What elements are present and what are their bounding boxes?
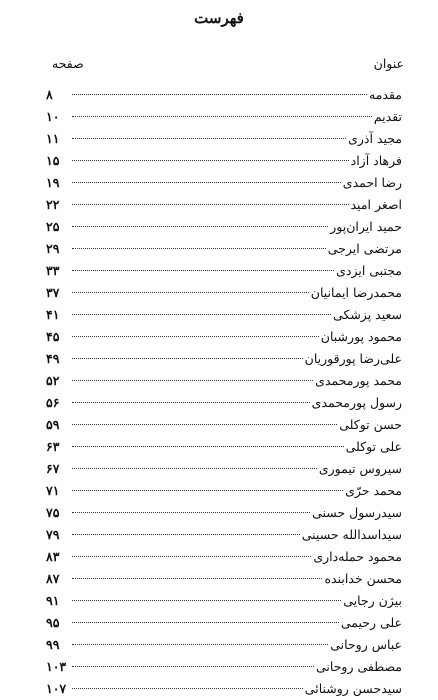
entry-page-number: ۴۹	[46, 351, 60, 366]
toc-entry	[46, 524, 402, 546]
toc-entry	[46, 106, 402, 128]
entry-title: سیدرسول حسنی	[312, 505, 402, 520]
entry-title: رضا احمدی	[342, 175, 402, 190]
entry-page-number: ۲۹	[46, 241, 60, 256]
toc-entry	[46, 194, 402, 216]
entry-page-number: ۲۲	[46, 197, 60, 212]
entry-page-number: ۷۹	[46, 527, 60, 542]
dot-leader	[72, 424, 337, 425]
entry-title: عباس روحانی	[330, 637, 402, 652]
entry-title: محمود حمله‌داری	[313, 549, 402, 564]
entry-title: محمد پورمحمدی	[315, 373, 402, 388]
entry-page-number: ۱۹	[46, 175, 60, 190]
entry-page-number: ۸	[46, 87, 53, 102]
toc-entry	[46, 370, 402, 392]
entry-page-number: ۶۷	[46, 461, 60, 476]
entry-page-number: ۴۵	[46, 329, 60, 344]
entry-title: حسن توکلی	[339, 417, 402, 432]
toc-entry	[46, 260, 402, 282]
toc-entry	[46, 84, 402, 106]
entry-title: فرهاد آزاد	[350, 153, 402, 168]
dot-leader	[72, 270, 334, 271]
entry-title: تقدیم	[373, 109, 402, 124]
entry-page-number: ۹۵	[46, 615, 60, 630]
entry-title: مصطفی روحانی	[315, 659, 402, 674]
toc-entry	[46, 634, 402, 656]
dot-leader	[72, 688, 303, 689]
toc-entry	[46, 392, 402, 414]
title-column-header: عنوان	[373, 56, 404, 71]
entry-title: مقدمه	[369, 87, 402, 102]
toc-entry	[46, 502, 402, 524]
entry-page-number: ۳۳	[46, 263, 60, 278]
entry-page-number: ۵۲	[46, 373, 60, 388]
entry-title: مجتبی ایزدی	[336, 263, 402, 278]
toc-entry	[46, 282, 402, 304]
dot-leader	[72, 600, 341, 601]
entry-title: علی توکلی	[345, 439, 402, 454]
dot-leader	[72, 226, 328, 227]
entry-title: رسول پورمحمدی	[311, 395, 402, 410]
entry-title: بیژن رجایی	[343, 593, 402, 608]
entry-page-number: ۶۳	[46, 439, 60, 454]
entry-page-number: ۱۰۳	[46, 659, 67, 674]
dot-leader	[72, 336, 319, 337]
dot-leader	[72, 578, 322, 579]
toc-entry	[46, 128, 402, 150]
entry-title: مجید آذری	[348, 131, 402, 146]
dot-leader	[72, 248, 326, 249]
entry-title: محسن خدابنده	[324, 571, 402, 586]
entry-title: محمود پورشبان	[320, 329, 402, 344]
toc-entry	[46, 326, 402, 348]
dot-leader	[72, 94, 367, 95]
entry-page-number: ۸۳	[46, 549, 60, 564]
page-column-header: صفحه	[52, 56, 84, 71]
entry-title: علی رحیمی	[340, 615, 402, 630]
toc-entry	[46, 568, 402, 590]
dot-leader	[72, 160, 349, 161]
entry-page-number: ۴۱	[46, 307, 60, 322]
toc-entry	[46, 590, 402, 612]
toc-list	[46, 84, 402, 700]
entry-page-number: ۱۱	[46, 131, 60, 146]
dot-leader	[72, 556, 311, 557]
toc-entry	[46, 238, 402, 260]
dot-leader	[72, 292, 309, 293]
entry-title: علی‌رضا پورقوریان	[304, 351, 402, 366]
dot-leader	[72, 358, 303, 359]
page-title: فهرست	[194, 9, 244, 27]
entry-page-number: ۵۶	[46, 395, 60, 410]
dot-leader	[72, 138, 346, 139]
dot-leader	[72, 622, 339, 623]
entry-page-number: ۸۷	[46, 571, 60, 586]
toc-entry	[46, 150, 402, 172]
dot-leader	[72, 380, 313, 381]
toc-entry	[46, 414, 402, 436]
toc-entry	[46, 546, 402, 568]
entry-title: مرتضی ایرجی	[327, 241, 402, 256]
toc-entry	[46, 480, 402, 502]
dot-leader	[72, 534, 300, 535]
entry-title: سیداسدالله حسینی	[301, 527, 402, 542]
entry-title: حمید ایران‌پور	[330, 219, 402, 234]
dot-leader	[72, 116, 372, 117]
entry-page-number: ۱۰	[46, 109, 60, 124]
entry-title: محمدرضا ایمانیان	[310, 285, 402, 300]
entry-title: سیدحسن روشنائی	[304, 681, 402, 696]
entry-page-number: ۹۹	[46, 637, 60, 652]
toc-entry	[46, 216, 402, 238]
entry-page-number: ۹۱	[46, 593, 60, 608]
dot-leader	[72, 446, 344, 447]
toc-entry	[46, 436, 402, 458]
entry-title: سیروس تیموری	[318, 461, 402, 476]
dot-leader	[72, 468, 317, 469]
entry-page-number: ۳۷	[46, 285, 60, 300]
entry-page-number: ۷۱	[46, 483, 60, 498]
toc-entry	[46, 304, 402, 326]
toc-entry	[46, 612, 402, 634]
dot-leader	[72, 512, 310, 513]
toc-entry	[46, 348, 402, 370]
entry-page-number: ۱۵	[46, 153, 60, 168]
dot-leader	[72, 644, 328, 645]
toc-entry	[46, 458, 402, 480]
dot-leader	[72, 204, 349, 205]
dot-leader	[72, 314, 331, 315]
dot-leader	[72, 402, 310, 403]
entry-page-number: ۲۵	[46, 219, 60, 234]
dot-leader	[72, 182, 341, 183]
toc-entry	[46, 172, 402, 194]
toc-entry	[46, 656, 402, 678]
entry-title: سعید پزشکی	[333, 307, 402, 322]
entry-page-number: ۷۵	[46, 505, 60, 520]
dot-leader	[72, 490, 343, 491]
entry-page-number: ۱۰۷	[46, 681, 67, 696]
dot-leader	[72, 666, 314, 667]
entry-title: اصغر امید	[350, 197, 402, 212]
entry-page-number: ۵۹	[46, 417, 60, 432]
toc-entry	[46, 678, 402, 700]
entry-title: محمد حرّی	[345, 483, 402, 498]
